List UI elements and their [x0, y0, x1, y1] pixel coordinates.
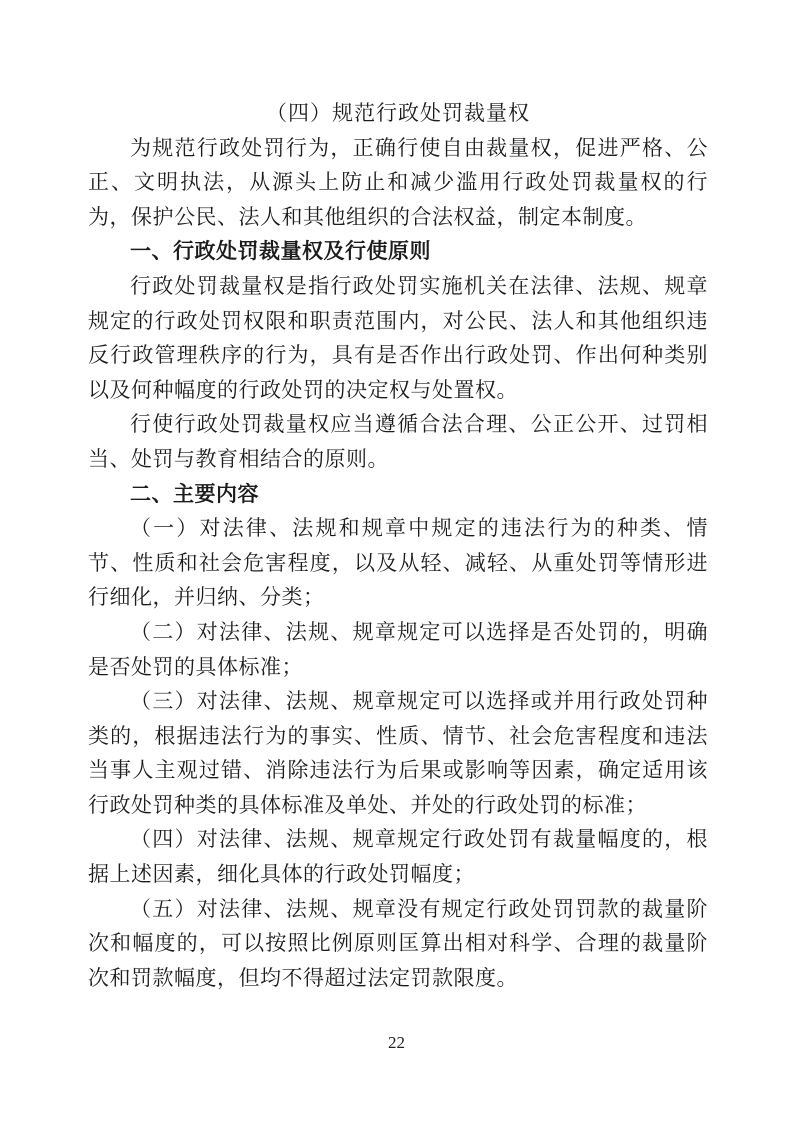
paragraph-item-4: （四）对法律、法规、规章规定行政处罚有裁量幅度的，根据上述因素，细化具体的行政处罚幅度；: [88, 827, 708, 887]
paragraph-item-2: （二）对法律、法规、规章规定可以选择是否处罚的，明确是否处罚的具体标准；: [88, 619, 708, 679]
paragraph-item-5: （五）对法律、法规、规章没有规定行政处罚罚款的裁量阶次和幅度的，可以按照比例原则匡算出相对科学、合理的裁量阶次和罚款幅度，但均不得超过法定罚款限度。: [88, 896, 708, 990]
paragraph-principles: 行使行政处罚裁量权应当遵循合法合理、公正公开、过罚相当、处罚与教育相结合的原则。: [88, 412, 708, 471]
paragraph-intro: 为规范行政处罚行为，正确行使自由裁量权，促进严格、公正、文明执法，从源头上防止和减少滥用行政处罚裁量权的行为，保护公民、法人和其他组织的合法权益，制定本制度。: [88, 135, 708, 229]
paragraph-item-1: （一）对法律、法规和规章中规定的违法行为的种类、情节、性质和社会危害程度，以及从轻、减轻、从重处罚等情形进行细化，并归纳、分类；: [88, 516, 708, 610]
paragraph-item-3: （三）对法律、法规、规章规定可以选择或并用行政处罚种类的，根据违法行为的事实、性质、情节、社会危害程度和违法当事人主观过错、消除违法行为后果或影响等因素，确定适用该行政处罚种类的具体标准及单处、并处的行政处罚的标准；: [88, 689, 708, 817]
document-body: [88, 96, 708, 995]
section-heading-2: 二、主要内容: [130, 481, 259, 506]
section-heading-1: 一、行政处罚裁量权及行使原则: [130, 239, 431, 264]
document-title: （四）规范行政处罚裁量权: [266, 101, 530, 125]
page-number: 22: [388, 1033, 405, 1052]
paragraph-definition: 行政处罚裁量权是指行政处罚实施机关在法律、法规、规章规定的行政处罚权限和职责范围内，对公民、法人和其他组织违反行政管理秩序的行为，具有是否作出行政处罚、作出何种类别以及何种幅度的行政处罚的决定权与处置权。: [88, 273, 708, 402]
